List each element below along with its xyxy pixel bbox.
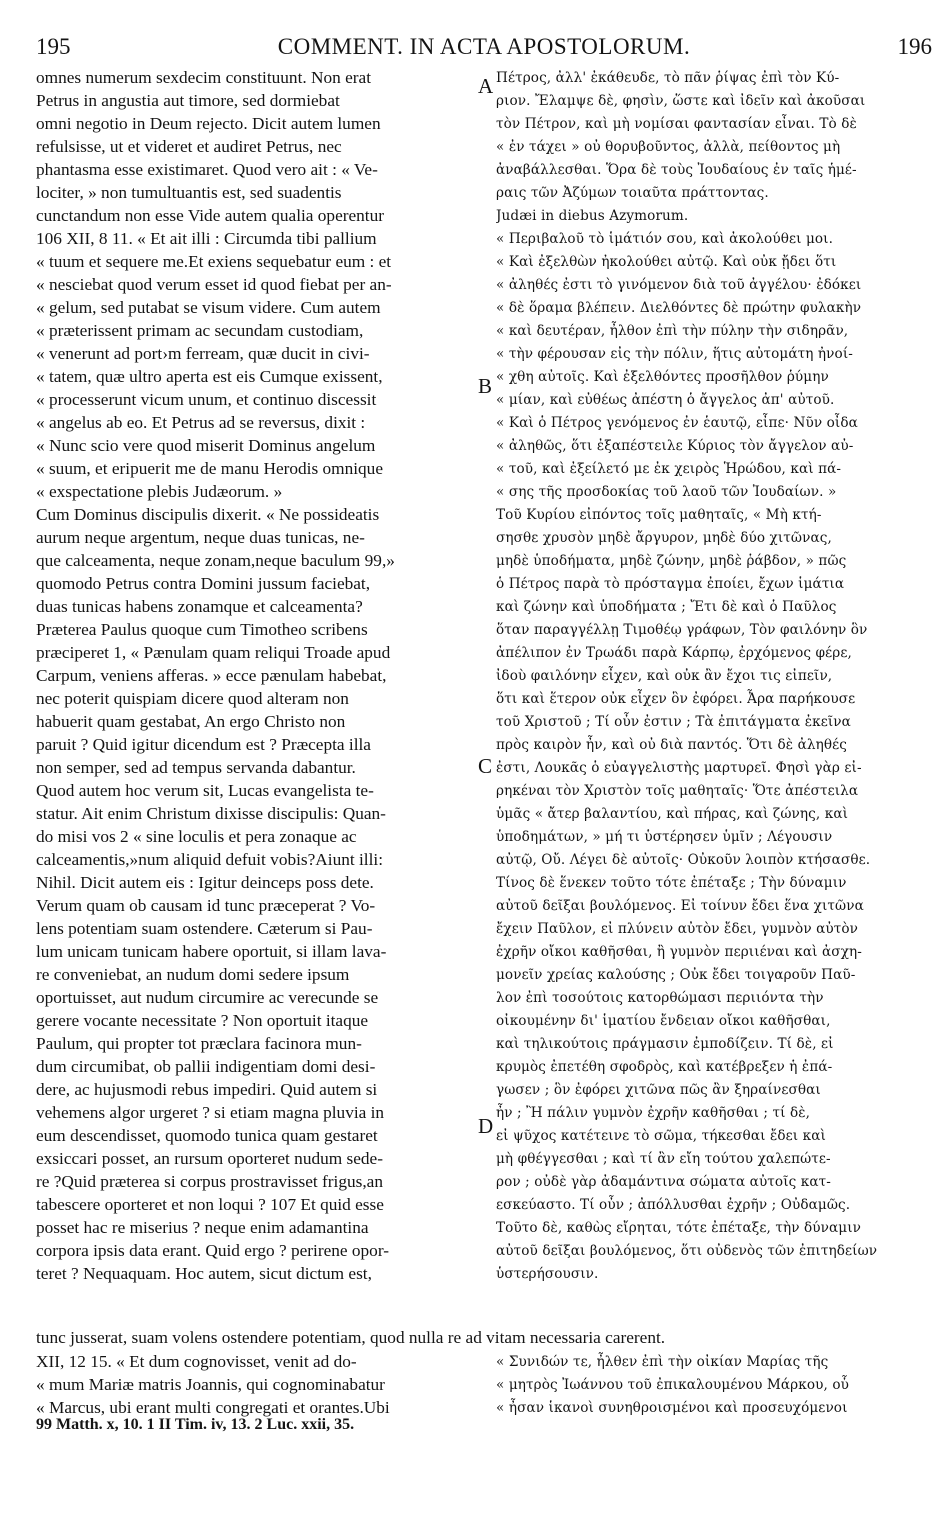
latin-line: tabescere oporteret et non loqui ? 107 Et quid esse bbox=[36, 1195, 384, 1214]
latin-line: præciperet 1, « Pænulam quam reliqui Troade apud bbox=[36, 643, 391, 662]
latin-line: omni negotio in Deum rejecto. Dicit autem lumen bbox=[36, 114, 381, 133]
greek-line: ὁ Πέτρος παρὰ τὸ πρόσταγμα ἐποίει, ἔχων ἱμάτια bbox=[496, 576, 845, 592]
greek-line: ἰδοὺ φαιλόνην εἶχεν, καὶ οὐκ ἂν ἔχοι τις εἰπεῖν, bbox=[496, 668, 833, 684]
greek-line: « καὶ δευτέραν, ἦλθον ἐπὶ τὴν πύλην τὴν σιδηρᾶν, bbox=[496, 323, 849, 339]
greek-line: ἐστι, Λουκᾶς ὁ εὐαγγελιστὴς μαρτυρεῖ. Φησὶ γὰρ εἰ- bbox=[496, 760, 862, 776]
margin-marker: A bbox=[478, 74, 494, 98]
latin-line: « angelus ab eo. Et Petrus ad se reversus, dixit : bbox=[36, 413, 366, 432]
latin-line: eum descendisset, quomodo tunica quam gestaret bbox=[36, 1126, 378, 1145]
greek-line: μὴ φθέγγεσθαι ; καὶ τί ἂν εἴη τούτου χαλεπώτε- bbox=[496, 1151, 831, 1167]
latin-line: Paulum, qui propter tot præclara facinora mun- bbox=[36, 1034, 362, 1053]
greek-line: « μίαν, καὶ εὐθέως ἀπέστη ὁ ἄγγελος ἀπ' αὐτοῦ. bbox=[496, 392, 835, 408]
greek-line: « τοῦ, καὶ ἐξείλετό με ἐκ χειρὸς Ἡρώδου, καὶ πά- bbox=[496, 461, 842, 477]
greek-line: « μητρὸς Ἰωάννου τοῦ ἐπικαλουμένου Μάρκου, οὗ bbox=[496, 1377, 850, 1393]
greek-line: εἰ ψῦχος κατέτεινε τὸ σῶμα, τήκεσθαι ἔδει καὶ bbox=[496, 1128, 826, 1144]
latin-line: « suum, et eripuerit me de manu Herodis omnique bbox=[36, 459, 383, 478]
greek-line: ὅτι καὶ ἕτερον οὐκ εἶχεν ὃν ἐφόρει. Ἆρα παρήκουσε bbox=[496, 691, 856, 707]
latin-line: lum unicam tunicam habere oportuit, si illam lava- bbox=[36, 942, 387, 961]
latin-line: posset hac re miserius ? neque enim adamantina bbox=[36, 1218, 369, 1237]
running-title: COMMENT. IN ACTA APOSTOLORUM. bbox=[277, 34, 691, 59]
greek-line: « ἦσαν ἱκανοὶ συνηθροισμένοι καὶ προσευχόμενοι bbox=[496, 1400, 848, 1416]
latin-line: aurum neque argentum, neque duas tunicas, ne- bbox=[36, 528, 365, 547]
latin-line: « tuum et sequere me.Et exiens sequebatur eum : et bbox=[36, 252, 392, 271]
latin-line: « exspectatione plebis Judæorum. » bbox=[36, 482, 283, 501]
latin-line: habuerit quam gestabat, An ergo Christo non bbox=[36, 712, 346, 731]
latin-line: 106 XII, 8 11. « Et ait illi : Circumda tibi pallium bbox=[36, 229, 377, 248]
greek-line: πρὸς καιρὸν ἦν, καὶ οὐ διὰ παντός. Ὅτι δὲ ἀληθές bbox=[496, 737, 847, 753]
greek-line: « Συνιδών τε, ἦλθεν ἐπὶ τὴν οἰκίαν Μαρίας τῆς bbox=[496, 1354, 829, 1370]
greek-line: μηδὲ ὑποδήματα, μηδὲ ζώνην, μηδὲ ῥάβδον, » πῶς bbox=[496, 553, 847, 569]
full-width-line: tunc jusserat, suam volens ostendere potentiam, quod nulla re ad vitam necessaria carerent. bbox=[36, 1328, 666, 1347]
page-number-right: 196 bbox=[897, 34, 932, 59]
greek-line: ριον. Ἔλαμψε δὲ, φησὶν, ὥστε καὶ ἰδεῖν καὶ ἀκοῦσαι bbox=[496, 93, 866, 109]
margin-marker: C bbox=[478, 754, 493, 778]
greek-line: ρηκέναι τὸν Χριστὸν τοῖς μαθηταῖς· Ὅτε ἀπέστειλα bbox=[496, 783, 859, 799]
greek-line: σησθε χρυσὸν μηδὲ ἄργυρον, μηδὲ δύο χιτῶνας, bbox=[496, 530, 832, 546]
greek-line: Judæi in diebus Azymorum. bbox=[496, 208, 689, 224]
footnotes: 99 Matth. x, 10. 1 II Tim. iv, 13. 2 Luc. xxii, 35. bbox=[36, 1416, 355, 1433]
greek-line: « σης τῆς προσδοκίας τοῦ λαοῦ τῶν Ἰουδαίων. » bbox=[496, 484, 837, 500]
latin-line: calceamentis,»num aliquid defuit vobis?Aiunt illi: bbox=[36, 850, 383, 869]
greek-line: κρυμὸς ἐπετέθη σφοδρὸς, καὶ κατέβρεξεν ἡ ἐπά- bbox=[496, 1059, 833, 1075]
greek-line: ἀναβάλλεσθαι. Ὅρα δὲ τοὺς Ἰουδαίους ἐν ταῖς ἡμέ- bbox=[496, 162, 857, 178]
greek-line: « ἀληθές ἐστι τὸ γινόμενον διὰ τοῦ ἀγγέλου· ἐδόκει bbox=[496, 277, 862, 293]
latin-line: gerere vocante necessitate ? Non oportuit itaque bbox=[36, 1011, 369, 1030]
latin-line: exsiccari posset, an rursum oporteret nudum sede- bbox=[36, 1149, 383, 1168]
greek-line: καὶ τηλικούτοις πράγμασιν ἐμποδίζειν. Τί δὲ, εἰ bbox=[496, 1036, 834, 1052]
greek-line: « Περιβαλοῦ τὸ ἱμάτιόν σου, καὶ ἀκολούθει μοι. bbox=[496, 231, 834, 247]
latin-line: « tatem, quæ ultro aperta est eis Cumque exissent, bbox=[36, 367, 383, 386]
latin-line: « præterissent primam ac secundam custodiam, bbox=[36, 321, 364, 340]
greek-line: γωσεν ; ὃν ἐφόρει χιτῶνα πῶς ἂν ξηραίνεσθαι bbox=[496, 1082, 821, 1098]
greek-line: μονεῖν χρείας καλούσης ; Οὐκ ἔδει τοιγαροῦν Παῦ- bbox=[496, 967, 856, 983]
latin-line: lens potentiam suam ostendere. Cæterum si Pau- bbox=[36, 919, 373, 938]
latin-line: phantasma esse existimaret. Quod vero ait : « Ve- bbox=[36, 160, 378, 179]
latin-line: Quod autem hoc verum sit, Lucas evangelista te- bbox=[36, 781, 374, 800]
greek-line: ὑμᾶς « ἄτερ βαλαντίου, καὶ πήρας, καὶ ζώνης, καὶ bbox=[496, 806, 849, 822]
greek-line: αὐτοῦ δεῖξαι βουλόμενος, ὅτι οὐδενὸς τῶν ἐπιτηδείων bbox=[496, 1243, 878, 1259]
latin-line: « nesciebat quod verum esset id quod fiebat per an- bbox=[36, 275, 392, 294]
latin-line: « mum Mariæ matris Joannis, qui cognominabatur bbox=[36, 1375, 385, 1394]
greek-line: Τοῦ Κυρίου εἰπόντος τοῖς μαθηταῖς, « Μὴ κτή- bbox=[496, 507, 822, 523]
latin-line: refulsisse, ut et videret et audiret Petrus, nec bbox=[36, 137, 342, 156]
latin-line: lociter, » non tumultuantis est, sed suadentis bbox=[36, 183, 342, 202]
greek-line: ἀπέλιπον ἐν Τρωάδι παρὰ Κάρπῳ, ἐρχόμενος φέρε, bbox=[496, 645, 852, 661]
latin-line: Præterea Paulus quoque cum Timotheo scribens bbox=[36, 620, 368, 639]
greek-line: ἔχειν Παῦλον, εἰ πλύνειν αὐτὸν ἔδει, γυμνὸν αὐτὸν bbox=[496, 921, 859, 937]
latin-line: vehemens algor urgeret ? si etiam magna pluvia in bbox=[36, 1103, 385, 1122]
greek-line: ἐχρῆν οἴκοι καθῆσθαι, ἢ γυμνὸν περιιέναι καὶ ἀσχη- bbox=[496, 944, 862, 960]
greek-line: ὅταν παραγγέλλῃ Τιμοθέῳ γράφων, Τὸν φαιλόνην ὃν bbox=[496, 622, 868, 638]
latin-line: dere, ac hujusmodi rebus impediri. Quid autem si bbox=[36, 1080, 378, 1099]
greek-line: Τοῦτο δὲ, καθὼς εἴρηται, τότε ἐπέταξε, τὴν δύναμιν bbox=[496, 1220, 862, 1236]
latin-line: do misi vos 2 « sine loculis et pera zonaque ac bbox=[36, 827, 357, 846]
greek-line: « ἐν τάχει » οὐ θορυβοῦντος, ἀλλὰ, πείθοντος μὴ bbox=[496, 139, 841, 155]
latin-line: XII, 12 15. « Et dum cognovisset, venit ad do- bbox=[36, 1352, 357, 1371]
greek-line: ὑποδημάτων, » μή τι ὑστέρησεν ὑμῖν ; Λέγουσιν bbox=[496, 829, 833, 845]
latin-line: que calceamenta, neque zonam,neque baculum 99,» bbox=[36, 551, 395, 570]
latin-line: Petrus in angustia aut timore, sed dormiebat bbox=[36, 91, 340, 110]
running-header bbox=[36, 34, 932, 64]
latin-line: paruit ? Quid igitur dicendum est ? Præcepta illa bbox=[36, 735, 371, 754]
latin-line: « gelum, sed putabat se visum videre. Cum autem bbox=[36, 298, 381, 317]
greek-line: Πέτρος, ἀλλ' ἐκάθευδε, τὸ πᾶν ῥίψας ἐπὶ τὸν Κύ- bbox=[496, 70, 840, 86]
latin-line: teret ? Nequaquam. Hoc autem, sicut dictum est, bbox=[36, 1264, 372, 1283]
latin-line: Verum quam ob causam id tunc præceperat ? Vo- bbox=[36, 896, 376, 915]
greek-line: καὶ ζώνην καὶ ὑποδήματα ; Ἔτι δὲ καὶ ὁ Παῦλος bbox=[496, 599, 837, 615]
greek-line: « χθη αὐτοῖς. Καὶ ἐξελθόντες προσῆλθον ῥύμην bbox=[496, 369, 829, 385]
greek-line: ὑστερήσουσιν. bbox=[496, 1266, 599, 1282]
latin-line: Nihil. Dicit autem eis : Igitur deinceps poss dete. bbox=[36, 873, 374, 892]
latin-line: quomodo Petrus contra Domini jussum faciebat, bbox=[36, 574, 371, 593]
latin-line: duas tunicas habens zonamque et calceamenta? bbox=[36, 597, 363, 616]
latin-line: « Nunc scio vere quod miserit Dominus angelum bbox=[36, 436, 376, 455]
latin-line: « Marcus, ubi erant multi congregati et orantes.Ubi bbox=[36, 1398, 390, 1417]
latin-line: cunctandum non esse Vide autem qualia operentur bbox=[36, 206, 384, 225]
greek-line: « τὴν φέρουσαν εἰς τὴν πόλιν, ἥτις αὐτομάτη ἠνοί- bbox=[496, 346, 853, 362]
greek-line: « ἀληθῶς, ὅτι ἐξαπέστειλε Κύριος τὸν ἄγγελον αὐ- bbox=[496, 438, 854, 454]
greek-line: αὐτῷ, Οὔ. Λέγει δὲ αὐτοῖς· Οὐκοῦν λοιπὸν κτήσασθε. bbox=[496, 852, 871, 868]
greek-line: εσκεύαστο. Τί οὖν ; ἀπόλλυσθαι ἐχρῆν ; Οὐδαμῶς. bbox=[496, 1197, 851, 1213]
greek-line: τὸν Πέτρον, καὶ μὴ νομίσαι φαντασίαν εἶναι. Τὸ δὲ bbox=[496, 116, 857, 132]
margin-marker: B bbox=[478, 374, 493, 398]
greek-line: « Καὶ ὁ Πέτρος γενόμενος ἐν ἑαυτῷ, εἶπε· Νῦν οἶδα bbox=[496, 415, 858, 431]
greek-line: ρον ; οὐδὲ γὰρ ἀδαμάντινα σώματα αὐτοῖς κατ- bbox=[496, 1174, 831, 1190]
latin-line: omnes numerum sexdecim constituunt. Non erat bbox=[36, 68, 371, 87]
greek-line: τοῦ Χριστοῦ ; Τί οὖν ἐστιν ; Τὰ ἐπιτάγματα ἐκεῖνα bbox=[496, 714, 851, 730]
greek-line: Τίνος δὲ ἕνεκεν τοῦτο τότε ἐπέταξε ; Τὴν δύναμιν bbox=[496, 875, 847, 891]
greek-line: ραις τῶν Ἀζύμων τοιαῦτα πράττοντας. bbox=[496, 185, 769, 201]
latin-line: dum circumibat, ob pallii indigentiam domi desi- bbox=[36, 1057, 376, 1076]
latin-line: re conveniebat, an nudum domi sedere ipsum bbox=[36, 965, 350, 984]
greek-line: λον ἐπὶ τοσούτοις κατορθώμασι περιιόντα τὴν bbox=[496, 990, 824, 1006]
greek-line: οἰκουμένην δι' ἱματίου ἔνδειαν οἴκοι καθῆσθαι, bbox=[496, 1013, 831, 1029]
latin-line: nec poterit quispiam dicere quod alteram non bbox=[36, 689, 349, 708]
greek-line: « Καὶ ἐξελθὼν ἠκολούθει αὐτῷ. Καὶ οὐκ ᾔδει ὅτι bbox=[496, 254, 837, 270]
greek-line: αὐτοῦ δεῖξαι βουλόμενος. Εἰ τοίνυν ἔδει ἕνα χιτῶνα bbox=[496, 898, 864, 914]
latin-line: non semper, sed ad tempus servanda dabantur. bbox=[36, 758, 356, 777]
page-number-left: 195 bbox=[36, 34, 71, 59]
latin-line: « processerunt vicum unum, et continuo discessit bbox=[36, 390, 377, 409]
greek-line: « δὲ ὅραμα βλέπειν. Διελθόντες δὲ πρώτην φυλακὴν bbox=[496, 300, 862, 316]
latin-line: statur. Ait enim Christum dixisse discipulis: Quan- bbox=[36, 804, 386, 823]
latin-line: oportuisset, aut nudum circumire ac verecunde se bbox=[36, 988, 379, 1007]
margin-marker: D bbox=[478, 1114, 494, 1138]
greek-line: ἦν ; Ἢ πάλιν γυμνὸν ἐχρῆν καθῆσθαι ; τί δὲ, bbox=[496, 1105, 811, 1121]
latin-line: Cum Dominus discipulis dixerit. « Ne possideatis bbox=[36, 505, 380, 524]
latin-line: Carpum, veniens afferas. » ecce pænulam habebat, bbox=[36, 666, 387, 685]
latin-line: re ?Quid præterea si corpus prostravisset frigus,an bbox=[36, 1172, 383, 1191]
latin-line: corpora ipsis data erant. Quid ergo ? perirene opor- bbox=[36, 1241, 389, 1260]
latin-line: « venerunt ad port›m ferream, quæ ducit in civi- bbox=[36, 344, 370, 363]
